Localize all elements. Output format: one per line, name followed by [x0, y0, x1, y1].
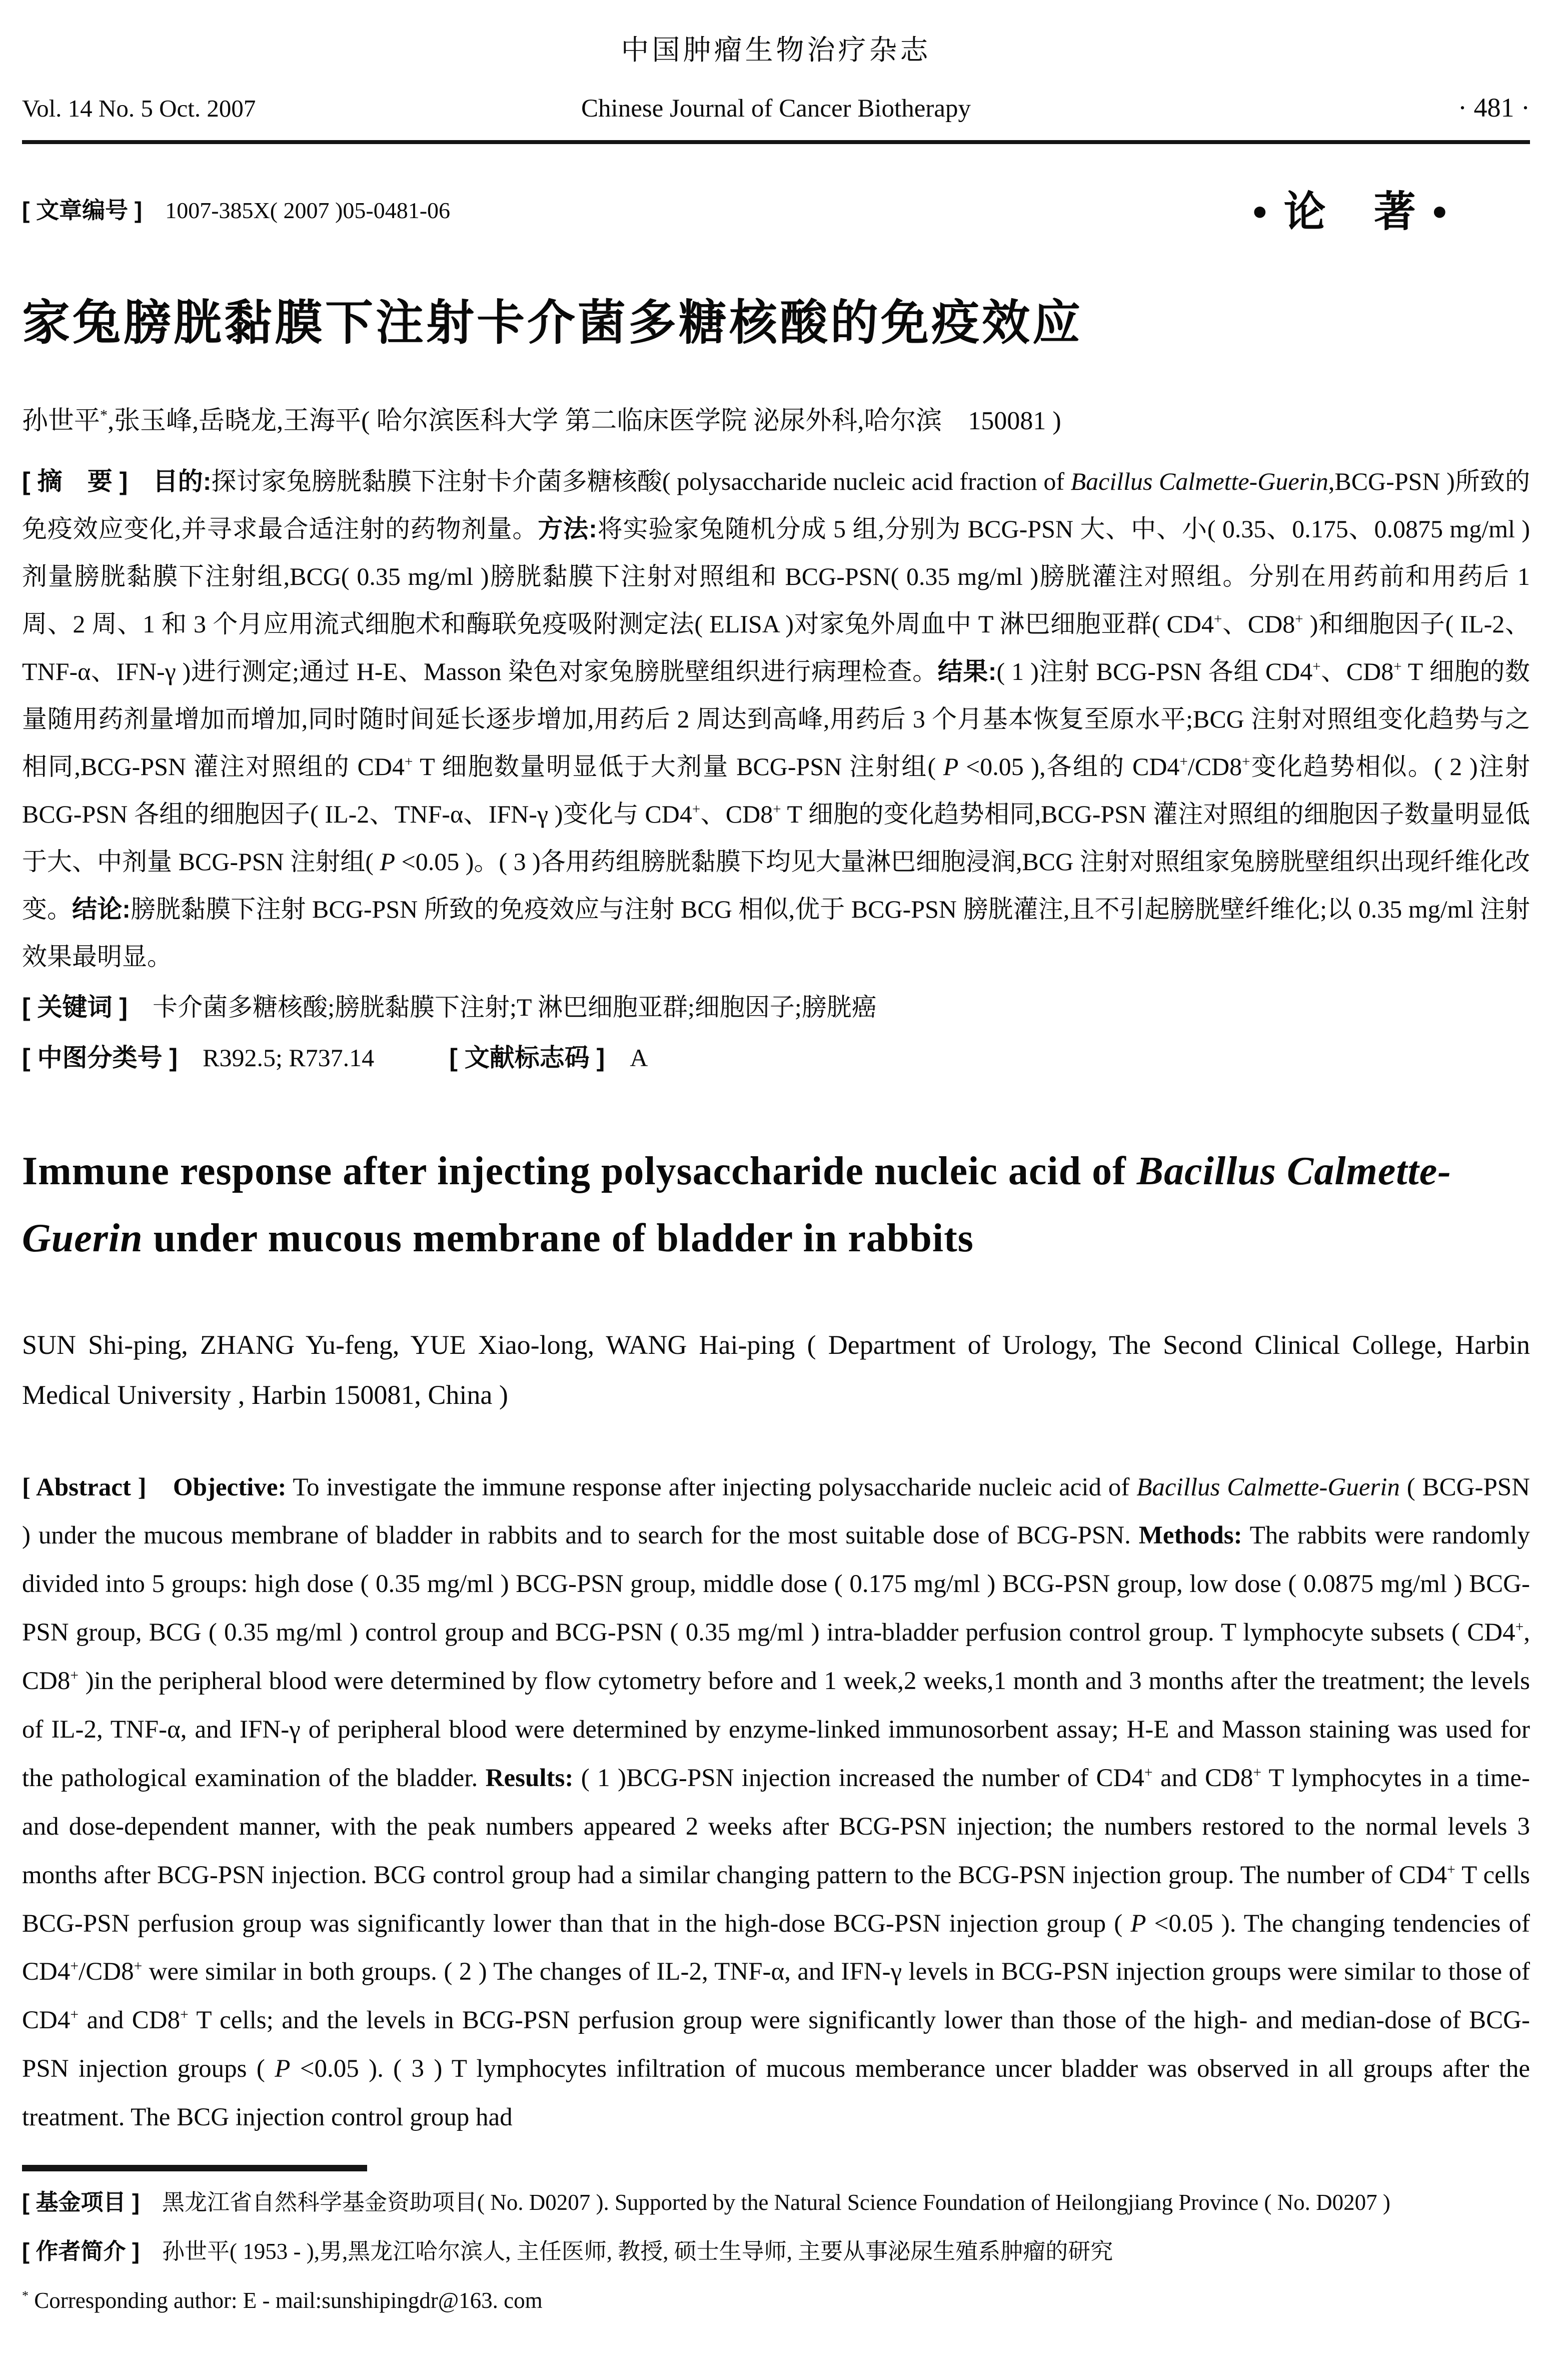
journal-title-cn: 中国肿瘤生物治疗杂志 [621, 35, 931, 66]
article-title-en: Immune response after injecting polysaccharide nucleic acid of Bacillus Calmette- Guerin under mucous membrane of bladder in rabbits [22, 1149, 1451, 1261]
article-number: [ 文章编号 ] 1007-385X( 2007 )05-0481-06 [22, 197, 451, 223]
authors-affiliation-en: SUN Shi-ping, ZHANG Yu-feng, YUE Xiao-long, WANG Hai-ping ( Department of Urology, The Second Clinical College, Harbin Medical University , Harbin 150081, China ) [22, 1329, 1530, 1410]
authors-affiliation-cn: 孙世平*,张玉峰,岳晓龙,王海平( 哈尔滨医科大学 第二临床医学院 泌尿外科,哈尔滨 150081 ) [22, 406, 1061, 435]
article-category-badge: • 论 著 • [1252, 189, 1450, 236]
journal-title-en: Chinese Journal of Cancer Biotherapy [581, 95, 971, 123]
page-number: · 481 · [1458, 93, 1530, 123]
article-title-cn: 家兔膀胱黏膜下注射卡介菌多糖核酸的免疫效应 [22, 296, 1083, 350]
header-rule [22, 140, 1530, 144]
header-info-row [22, 92, 1530, 123]
page-header [22, 28, 1530, 144]
footnote-rule [22, 2165, 367, 2171]
volume-issue-date: Vol. 14 No. 5 Oct. 2007 [22, 95, 256, 122]
keywords-cn: [ 关键词 ] 卡介菌多糖核酸;膀胱黏膜下注射;T 淋巴细胞亚群;细胞因子;膀胱癌 [22, 993, 877, 1021]
abstract-en: [ Abstract ] Objective: To investigate the immune response after injecting polysaccharide nucleic acid of Bacillus Calmette-Guerin ( BCG-PSN ) under the mucous membrane of bladder in rabbits and to search for the most suitable dose of BCG-PSN. Methods: The rabbits were randomly divided into 5 groups: high dose ( 0.35 mg/ml ) BCG-PSN group, middle dose ( 0.175 mg/ml ) BCG-PSN group, low dose ( 0.0875 mg/ml ) BCG-PSN group, BCG ( 0.35 mg/ml ) control group and BCG-PSN ( 0.35 mg/ml ) intra-bladder perfusion control group. T lymphocyte subsets ( CD4+, CD8+ )in the peripheral blood were determined by flow cytometry before and 1 week,2 weeks,1 month and 3 months after the treatment; the levels of IL-2, TNF-α, and IFN-γ of peripheral blood were determined by enzyme-linked immunosorbent assay; H-E and Masson staining was used for the pathological examination of the bladder. Results: ( 1 )BCG-PSN injection increased the number of CD4+ and CD8+ T lymphocytes in a time- and dose-dependent manner, with the peak numbers appeared 2 weeks after BCG-PSN injection; the numbers restored to the normal levels 3 months after BCG-PSN injection. BCG control group had a similar changing pattern to the BCG-PSN injection group. The number of CD4+ T cells BCG-PSN perfusion group was significantly lower than that in the high-dose BCG-PSN injection group ( P <0.05 ). The changing tendencies of CD4+/CD8+ were similar in both groups. ( 2 ) The changes of IL-2, TNF-α, and IFN-γ levels in BCG-PSN injection groups were similar to those of CD4+ and CD8+ T cells; and the levels in BCG-PSN perfusion group were significantly lower than those of the high- and median-dose of BCG-PSN injection groups ( P <0.05 ). ( 3 ) T lymphocytes infiltration of mucous memberance uncer bladder was observed in all groups after the treatment. The BCG injection control group had [22, 1473, 1530, 2132]
footnote-fund: [ 基金项目 ] 黑龙江省自然科学基金资助项目( No. D0207 ). Supported by the Natural Science Foundation of Heilongjiang Province ( No. D0207 ) [22, 2189, 1390, 2215]
abstract-cn: [ 摘 要 ] 目的:探讨家兔膀胱黏膜下注射卡介菌多糖核酸( polysaccharide nucleic acid fraction of Bacillus Calmette-Guerin,BCG-PSN )所致的免疫效应变化,并寻求最合适注射的药物剂量。方法:将实验家兔随机分成 5 组,分别为 BCG-PSN 大、中、小( 0.35、0.175、0.0875 mg/ml )剂量膀胱黏膜下注射组,BCG( 0.35 mg/ml )膀胱黏膜下注射对照组和 BCG-PSN( 0.35 mg/ml )膀胱灌注对照组。分别在用药前和用药后 1 周、2 周、1 和 3 个月应用流式细胞术和酶联免疫吸附测定法( ELISA )对家兔外周血中 T 淋巴细胞亚群( CD4+、CD8+ )和细胞因子( IL-2、TNF-α、IFN-γ )进行测定;通过 H-E、Masson 染色对家兔膀胱壁组织进行病理检查。结果:( 1 )注射 BCG-PSN 各组 CD4+、CD8+ T 细胞的数量随用药剂量增加而增加,同时随时间延长逐步增加,用药后 2 周达到高峰,用药后 3 个月基本恢复至原水平;BCG 注射对照组变化趋势与之相同,BCG-PSN 灌注对照组的 CD4+ T 细胞数量明显低于大剂量 BCG-PSN 注射组( P <0.05 ),各组的 CD4+/CD8+变化趋势相似。( 2 )注射 BCG-PSN 各组的细胞因子( IL-2、TNF-α、IFN-γ )变化与 CD4+、CD8+ T 细胞的变化趋势相同,BCG-PSN 灌注对照组的细胞因子数量明显低于大、中剂量 BCG-PSN 注射组( P <0.05 )。( 3 )各用药组膀胱黏膜下均见大量淋巴细胞浸润,BCG 注射对照组家兔膀胱壁组织出现纤维化改变。结论:膀胱黏膜下注射 BCG-PSN 所致的免疫效应与注射 BCG 相似,优于 BCG-PSN 膀胱灌注,且不引起膀胱壁纤维化;以 0.35 mg/ml 注射效果最明显。 [22, 467, 1530, 971]
footnote-section [22, 2165, 1530, 2318]
footnote-corresponding-author: * Corresponding author: E - mail:sunshipingdr@163. com [22, 2288, 543, 2313]
footnote-author-bio: [ 作者简介 ] 孙世平( 1953 - ),男,黑龙江哈尔滨人, 主任医师, 教授, 硕士生导师, 主要从事泌尿生殖系肿瘤的研究 [22, 2238, 1113, 2264]
article-meta-row [22, 178, 1530, 239]
clc-classification-line: [ 中图分类号 ] R392.5; R737.14 [ 文献标志码 ] A [22, 1044, 648, 1072]
